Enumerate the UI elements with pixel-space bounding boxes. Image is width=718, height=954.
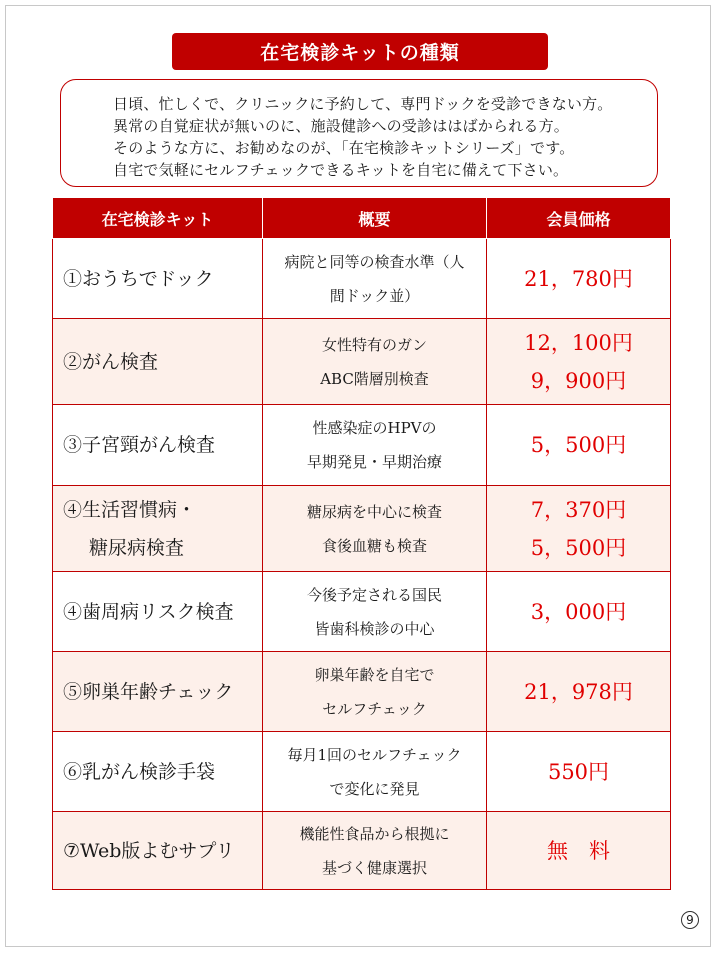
kit-name-cell — [53, 652, 263, 732]
kit-price-cell — [487, 239, 671, 319]
kit-name: 糖尿病検査 — [89, 536, 185, 559]
kit-summary-cell — [263, 319, 487, 405]
table-row — [53, 405, 671, 486]
kit-price-cell — [487, 319, 671, 405]
intro-line: 日頃、忙しくで、クリニックに予約して、専門ドックを受診できない方。 — [113, 95, 613, 113]
table-header-row — [53, 198, 671, 239]
kit-summary-line: 今後予定される国民 — [306, 585, 442, 604]
kit-summary-line: セルフチェック — [322, 699, 427, 718]
header-price: 会員価格 — [487, 198, 671, 239]
table-row — [53, 652, 671, 732]
kit-summary-line: 皆歯科検診の中心 — [314, 619, 435, 638]
kit-price-cell — [487, 486, 671, 572]
kit-name-cell — [53, 812, 263, 890]
kit-name: ②がん検査 — [63, 350, 159, 373]
kit-summary-cell — [263, 652, 487, 732]
kit-price: 3，000円 — [530, 599, 627, 624]
kit-price: 無 料 — [547, 838, 610, 863]
kit-summary-cell — [263, 405, 487, 486]
intro-line: 異常の自覚症状が無いのに、施設健診への受診ははばかられる方。 — [113, 117, 570, 135]
kit-name: ①おうちでドック — [63, 267, 214, 290]
kit-name: ⑥乳がん検診手袋 — [63, 760, 216, 783]
kit-summary-line: 病院と同等の検査水準（人 — [284, 252, 465, 271]
kit-summary-line: 早期発見・早期治療 — [306, 453, 442, 471]
kit-summary-line: 間ドック並） — [329, 286, 420, 305]
header-summary: 概要 — [263, 198, 487, 239]
kit-summary-cell — [263, 812, 487, 890]
header-kit: 在宅検診キット — [53, 198, 263, 239]
table-row — [53, 812, 671, 890]
kit-price: 9，900円 — [530, 368, 627, 393]
table-row — [53, 239, 671, 319]
kit-summary-line: 女性特有のガン — [321, 335, 427, 354]
kit-price-cell — [487, 572, 671, 652]
kit-price: 7，370円 — [530, 497, 627, 522]
kit-name: ⑦Web版よむサプリ — [63, 839, 235, 862]
kit-summary-line: 食後血糖も検査 — [321, 536, 427, 555]
table-row — [53, 319, 671, 405]
kit-price-cell — [487, 812, 671, 890]
kit-name-cell — [53, 732, 263, 812]
kit-summary-cell — [263, 572, 487, 652]
kit-table — [52, 197, 671, 890]
kit-price: 21，978円 — [524, 679, 633, 704]
page-number: 9 — [681, 911, 699, 929]
kit-summary-line: 基づく健康選択 — [321, 858, 427, 877]
table-row — [53, 486, 671, 572]
kit-price: 21，780円 — [524, 266, 633, 291]
table-row — [53, 572, 671, 652]
kit-name: ③子宮頸がん検査 — [63, 434, 216, 456]
kit-price: 5，500円 — [530, 433, 627, 457]
kit-summary-cell — [263, 486, 487, 572]
kit-price-cell — [487, 732, 671, 812]
kit-name: ⑤卵巣年齢チェック — [63, 680, 234, 703]
kit-price: 550円 — [547, 759, 610, 784]
kit-price: 12，100円 — [524, 330, 633, 355]
kit-price-cell — [487, 652, 671, 732]
table-row — [53, 732, 671, 812]
kit-summary-line: 機能性食品から根拠に — [299, 824, 450, 843]
kit-price-cell — [487, 405, 671, 486]
kit-name-cell — [53, 486, 263, 572]
intro-line: そのような方に、お勧めなのが、「在宅検診キットシリーズ」です。 — [113, 139, 575, 157]
intro-box — [60, 79, 658, 187]
page-title: 在宅検診キットの種類 — [172, 33, 548, 70]
kit-summary-line: 毎月1回のセルフチェック — [287, 745, 462, 764]
kit-name-cell — [53, 572, 263, 652]
kit-summary-line: 性感染症のHPVの — [312, 419, 437, 437]
kit-summary-line: で変化に発見 — [329, 779, 420, 798]
kit-name-cell — [53, 239, 263, 319]
kit-summary-line: 卵巣年齢を自宅で — [314, 665, 435, 684]
intro-line: 自宅で気軽にセルフチェックできるキットを自宅に備えて下さい。 — [113, 161, 569, 179]
kit-summary-line: 糖尿病を中心に検査 — [306, 502, 442, 521]
kit-name: ④歯周病リスク検査 — [63, 600, 234, 623]
kit-name: ④生活習慣病・ — [63, 498, 197, 521]
kit-name-cell — [53, 405, 263, 486]
kit-summary-cell — [263, 239, 487, 319]
kit-summary-cell — [263, 732, 487, 812]
kit-name-cell — [53, 319, 263, 405]
kit-summary-line: ABC階層別検査 — [320, 369, 429, 388]
kit-price: 5，500円 — [530, 535, 627, 560]
